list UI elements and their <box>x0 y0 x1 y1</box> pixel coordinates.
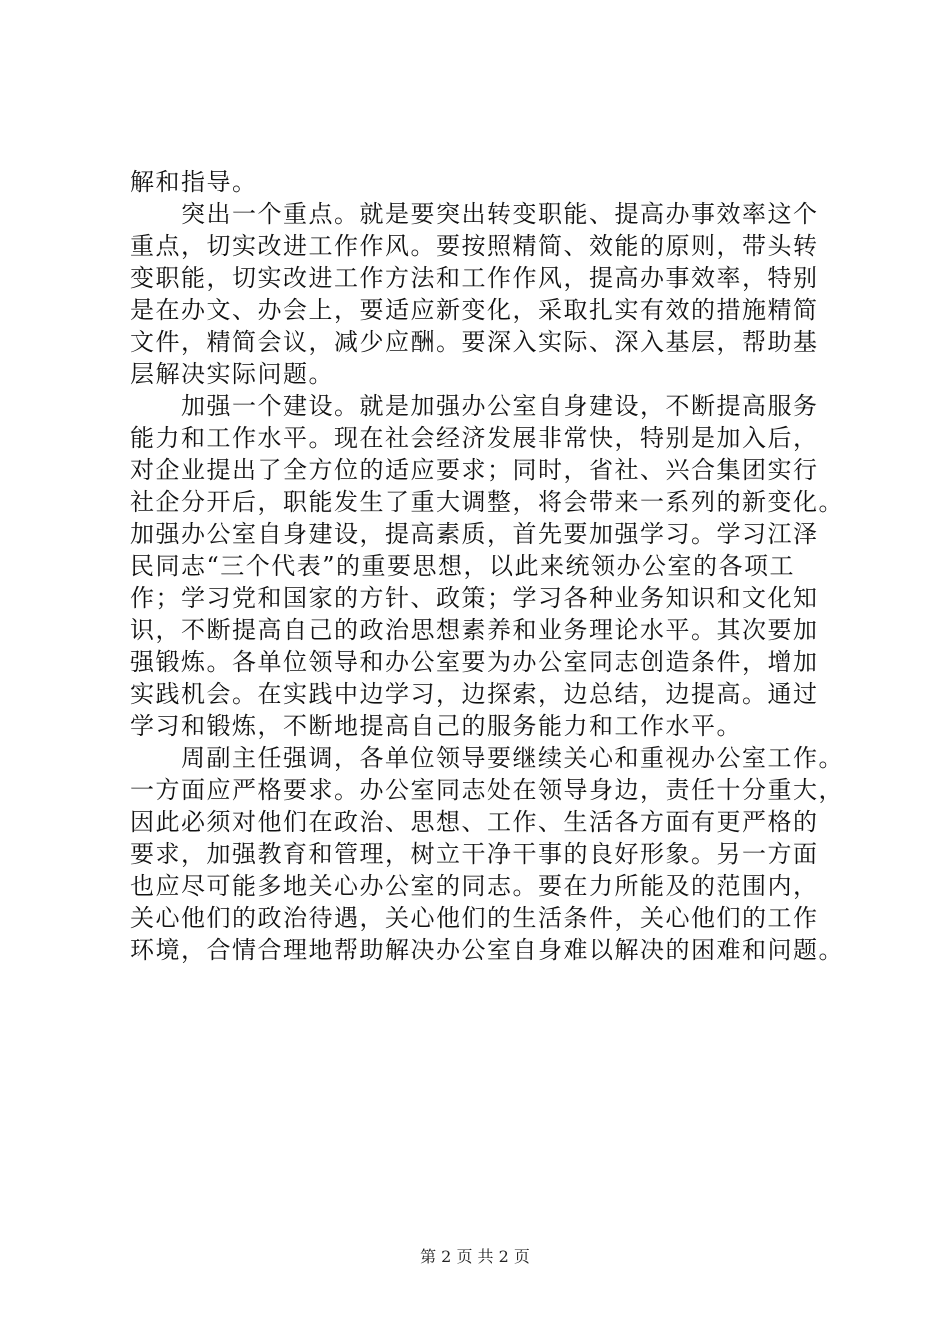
text-line: 实践机会。在实践中边学习，边探索，边总结，边提高。通过 <box>130 680 819 708</box>
text-line: 也应尽可能多地关心办公室的同志。要在力所能及的范围内， <box>130 872 819 900</box>
text-line: 能力和工作水平。现在社会经济发展非常快，特别是加入后， <box>130 424 819 452</box>
text-line: 环境，合情合理地帮助解决办公室自身难以解决的困难和问题。 <box>130 936 844 964</box>
text-line: 是在办文、办会上，要适应新变化，采取扎实有效的措施精简 <box>130 296 819 324</box>
text-line: 解和指导。 <box>130 168 258 196</box>
text-line: 文件，精简会议，减少应酬。要深入实际、深入基层，帮助基 <box>130 328 819 356</box>
text-line: 周副主任强调，各单位领导要继续关心和重视办公室工作。 <box>130 744 844 772</box>
text-line: 加强一个建设。就是加强办公室自身建设，不断提高服务 <box>130 392 819 420</box>
text-line: 因此必须对他们在政治、思想、工作、生活各方面有更严格的 <box>130 808 819 836</box>
text-line: 层解决实际问题。 <box>130 360 334 388</box>
text-line: 变职能，切实改进工作方法和工作作风，提高办事效率，特别 <box>130 264 819 292</box>
text-line: 民同志“三个代表”的重要思想，以此来统领办公室的各项工 <box>130 552 796 580</box>
text-line: 强锻炼。各单位领导和办公室要为办公室同志创造条件，增加 <box>130 648 819 676</box>
body-text <box>130 166 870 966</box>
text-line: 学习和锻炼，不断地提高自己的服务能力和工作水平。 <box>130 712 742 740</box>
text-line: 关心他们的政治待遇，关心他们的生活条件，关心他们的工作 <box>130 904 819 932</box>
text-line: 要求，加强教育和管理，树立干净干事的良好形象。另一方面 <box>130 840 819 868</box>
text-line: 识，不断提高自己的政治思想素养和业务理论水平。其次要加 <box>130 616 819 644</box>
text-line: 突出一个重点。就是要突出转变职能、提高办事效率这个 <box>130 200 819 228</box>
text-line: 对企业提出了全方位的适应要求；同时，省社、兴合集团实行 <box>130 456 819 484</box>
text-line: 重点，切实改进工作作风。要按照精简、效能的原则，带头转 <box>130 232 819 260</box>
text-line: 一方面应严格要求。办公室同志处在领导身边，责任十分重大， <box>130 776 844 804</box>
page-footer: 第 2 页 共 2 页 <box>420 1247 530 1266</box>
text-line: 作；学习党和国家的方针、政策；学习各种业务知识和文化知 <box>130 584 819 612</box>
text-line: 加强办公室自身建设，提高素质，首先要加强学习。学习江泽 <box>130 520 819 548</box>
text-line: 社企分开后，职能发生了重大调整，将会带来一系列的新变化。 <box>130 488 844 516</box>
